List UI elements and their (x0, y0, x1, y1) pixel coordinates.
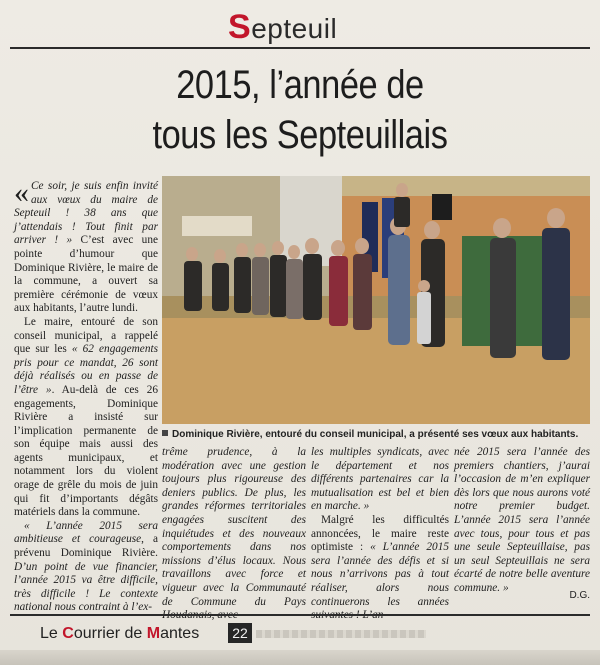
paragraph-2015 (14, 520, 158, 615)
caption-marker-icon (162, 430, 168, 436)
intro-quote: Ce soir, je suis enfin invité aux vœux du maire de Septeuil ! 38 ans que j’attendais ! Tout finit par arriver ! » (14, 180, 158, 247)
title-prefix: Le (40, 625, 63, 642)
rubric-rest: epteuil (251, 13, 338, 44)
paragraph-engagements (14, 316, 158, 520)
top-rule (10, 47, 590, 49)
author-signature: D.G. (569, 590, 590, 601)
council-photo (162, 176, 590, 424)
paragraph-col2 (162, 446, 306, 623)
page-number: 22 (228, 623, 252, 643)
intro-text: C’est avec une pointe d’humour que Dominique Rivière, le maire de la commune, a ouvert sa première cérémonie de vœux aux habitants, l’autre lundi. (14, 234, 158, 315)
council-photo-illustration (162, 176, 590, 424)
title-cap-m: M (146, 625, 161, 642)
newspaper-title (40, 622, 199, 646)
page-fold (0, 650, 600, 665)
title-antes: antes (160, 625, 200, 642)
paragraph-col4 (454, 446, 590, 596)
caption-text: Dominique Rivière, entouré du conseil municipal, a présenté ses vœux aux habitants. (172, 429, 579, 440)
title-ourrier: ourrier de (73, 625, 147, 642)
article-column-4 (454, 446, 590, 596)
quote-2015-a: « L’année 2015 sera ambitieuse et courageuse (14, 519, 158, 546)
engagements-text-a: Le maire, entouré de son conseil municipal, a rappelé que sur les (14, 315, 158, 356)
bottom-rule (10, 614, 590, 616)
rubric-initial: S (228, 8, 252, 46)
footer-bleed-strip (256, 630, 426, 638)
article-column-1 (14, 176, 159, 615)
engagements-text-b: . Au-delà de ces 26 engagements, Dominique Rivière a insisté sur l’implication permanente de son équipe mais aussi des agents municipaux, et notamment lors du violent orage de grêle du mois de juin qui fit d’importants dégâts matériels dans la commune. (14, 383, 158, 519)
headline-line-2: tous les Septeuillais (152, 113, 448, 157)
col3-text: Malgré les difficultés annoncées, le maire reste optimiste : (311, 513, 449, 554)
col4-quote: née 2015 sera l’année des premiers chantiers, j’aurai l’occasion de m’en expliquer dès lors que nous aurons voté notre premier budget. L’année 2015 sera l’année avec tous, pour tous et pas une seule Septeuillaise, pas un seul Septeuillais ne sera écarté de notre belle aventure commune. » (454, 446, 590, 594)
quote-2015-c: D’un point de vue financier, l’année 2015 va être difficile, très difficile ! Le contexte national nous contraint à l’ex- (14, 560, 158, 614)
col2-quote: trême prudence, à la modération avec une gestion toujours plus rigoureuse des deniers publics. De plus, les grandes réformes territoriales engagées suscitent des inquiétudes et des nouveaux comportements dans nos missions d’élus locaux. Nous travaillons avec force et vigueur avec la Communauté de Commune du Pays (162, 446, 306, 608)
col3-quote: « L’année 2015 sera l’année des défis et si nous n’arrivons pas à tout réaliser, alors nous continuerons les années (311, 541, 449, 608)
quote-2015-attribution: , a prévenu Dominique Rivière. (14, 533, 158, 560)
section-rubric (228, 8, 378, 46)
photo-caption (162, 428, 590, 441)
engagements-quote: « 62 engagements pris pour ce mandat, 26 sont déjà réalisés ou en passe de l’être » (14, 343, 159, 396)
article-column-3 (311, 446, 449, 623)
opening-quote-mark: « (14, 176, 29, 209)
headline (59, 60, 541, 160)
paragraph-col3-b (311, 514, 449, 623)
paragraph-intro (14, 176, 158, 316)
paragraph-col3-a (311, 446, 449, 514)
col3-quote-end: les multiples syndicats, avec le département et nos différents partenaires car la mutualisation est bel et bien en marche. » (311, 446, 449, 513)
title-cap-c: C (62, 625, 74, 642)
headline-line-1: 2015, l’année de (176, 63, 424, 107)
article-column-2 (162, 446, 306, 623)
